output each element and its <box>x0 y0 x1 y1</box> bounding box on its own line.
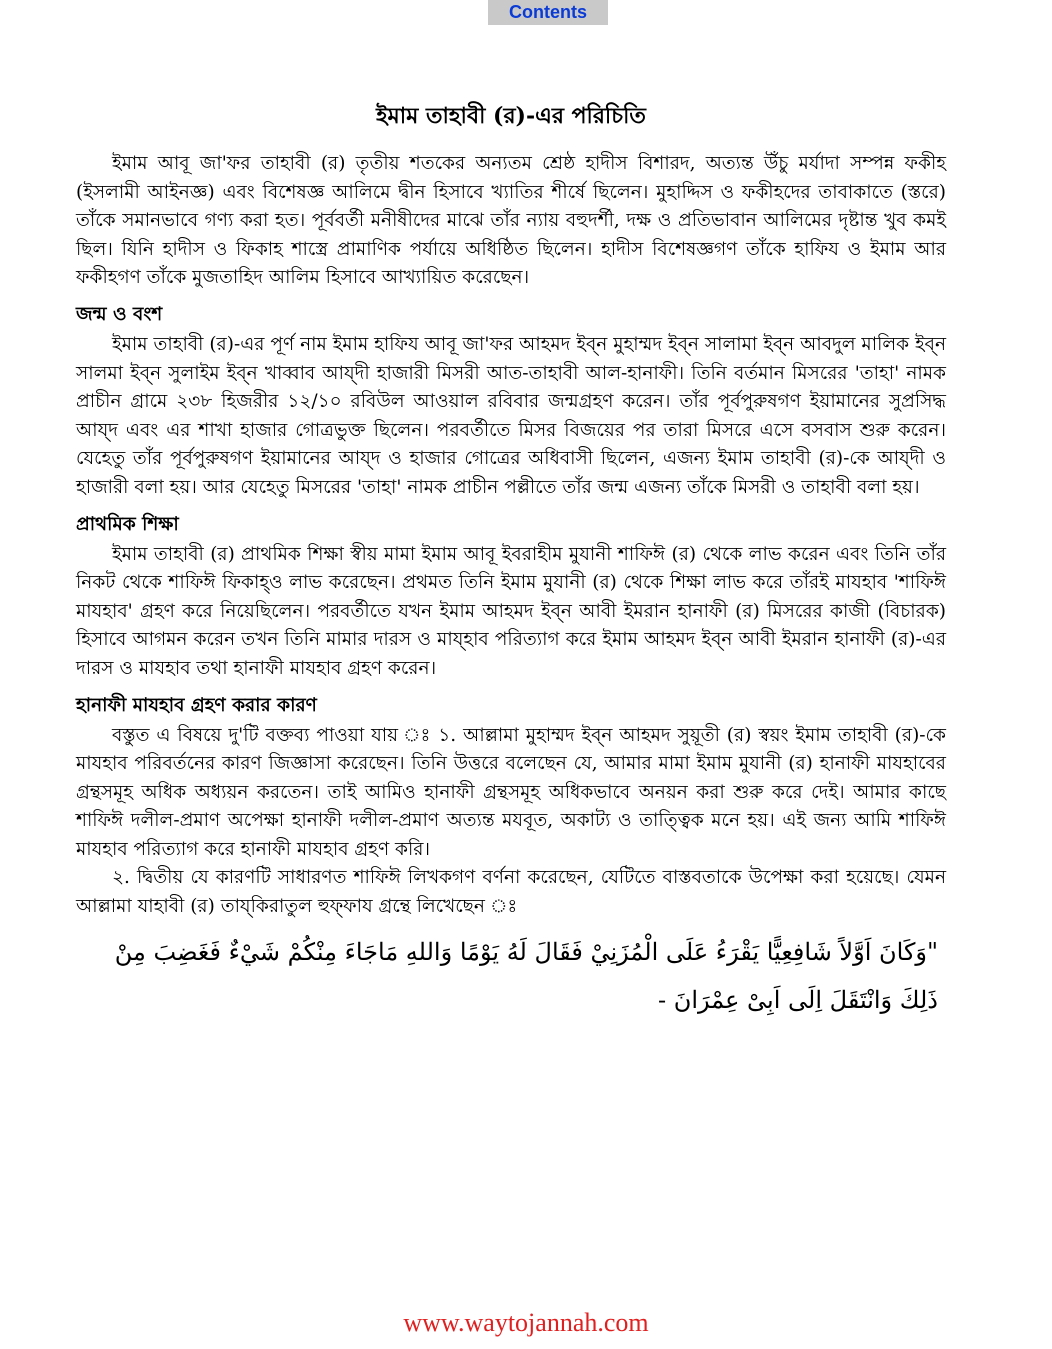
intro-paragraph: ইমাম আবূ জা'ফর তাহাবী (র) তৃতীয় শতকের অন্যতম শ্রেষ্ঠ হাদীস বিশারদ, অত্যন্ত উঁচু মর্যাদা সম্পন্ন ফকীহ (ইসলামী আইনজ্ঞ) এবং বিশেষজ্ঞ আলিমে দ্বীন হিসাবে খ্যাতির শীর্ষে ছিলেন। মুহাদ্দিস ও ফকীহদের তাবাকাতে (স্তরে) তাঁকে সমানভাবে গণ্য করা হত। পূর্ববর্তী মনীষীদের মাঝে তাঁর ন্যায় বহুদর্শী, দক্ষ ও প্রতিভাবান আলিমের দৃষ্টান্ত খুব কমই ছিল। যিনি হাদীস ও ফিকাহ শাস্ত্রে প্রামাণিক পর্যায়ে অধিষ্ঠিত ছিলেন। হাদীস বিশেষজ্ঞগণ তাঁকে হাফিয ও ইমাম আর ফকীহগণ তাঁকে মুজতাহিদ আলিম হিসাবে আখ্যায়িত করেছেন। <box>76 153 946 289</box>
arabic-quote: "وَكَانَ اَوَّلاً شَافِعِيًّا يَقْرَءُ عَلَى الْمُزَنِيْ فَقَالَ لَهُ يَوْمًا وَاللهِ مَاجَاءَ مِنْكُمْ شَيْءٌ فَغَضِبَ مِنْ ذَلِكَ وَانْتَقَلَ اِلَى اَبِىْ عِمْرَانَ - <box>114 937 938 1014</box>
section-madhhab-reason <box>76 692 946 922</box>
contents-button[interactable]: Contents <box>488 0 608 25</box>
section-heading-madhhab-reason: হানাফী মাযহাব গ্রহণ করার কারণ <box>76 694 317 716</box>
section-paragraph: বস্তুত এ বিষয়ে দু'টি বক্তব্য পাওয়া যায় ঃ ১. আল্লামা মুহাম্মদ ইব্ন আহমদ সুয়ূতী (র) স্বয়ং ইমাম তাহাবী (র)-কে মাযহাব পরিবর্তনের কারণ জিজ্ঞাসা করেছেন। তিনি উত্তরে বলেছেন যে, আমার মামা ইমাম মুযানী (র) হানাফী মাযহাবের গ্রন্থসমূহ অধিক অধ্যয়ন করতেন। তাই আমিও হানাফী গ্রন্থসমূহ অধিকভাবে অনয়ন করা শুরু করে দেই। আমার কাছে শাফিঈ দলীল-প্রমাণ অপেক্ষা হানাফী দলীল-প্রমাণ অত্যন্ত মযবূত, অকাট্য ও তাত্ত্বিক মনে হয়। এই জন্য আমি শাফিঈ মাযহাব পরিত্যাগ করে হানাফী মাযহাব গ্রহণ করি। <box>76 724 946 860</box>
website-link[interactable]: www.waytojannah.com <box>403 1308 649 1337</box>
section-paragraph: ২. দ্বিতীয় যে কারণটি সাধারণত শাফিঈ লিখকগণ বর্ণনা করেছেন, যেটিতে বাস্তবতাকে উপেক্ষা করা হয়েছে। যেমন আল্লামা যাহাবী (র) তায্‌কিরাতুল হুফ্‌ফায গ্রন্থে লিখেছেন ঃ <box>76 867 946 918</box>
page-body <box>76 96 946 1024</box>
section-heading-birth: জন্ম ও বংশ <box>76 303 163 325</box>
section-birth <box>76 301 946 503</box>
page-title: ইমাম তাহাবী (র)-এর পরিচিতি <box>376 103 646 129</box>
section-paragraph: ইমাম তাহাবী (র) প্রাথমিক শিক্ষা স্বীয় মামা ইমাম আবূ ইবরাহীম মুযানী শাফিঈ (র) থেকে লাভ করেন এবং তিনি তাঁর নিকট থেকে শাফিঈ ফিকাহ্ও লাভ করেছেন। প্রথমত তিনি ইমাম মুযানী (র) থেকে শিক্ষা লাভ করে তাঁরই মাযহাব 'শাফিঈ মাযহাব' গ্রহণ করে নিয়েছিলেন। পরবর্তীতে যখন ইমাম আহমদ ইব্ন আবী ইমরান হানাফী (র) মিসরের কাজী (বিচারক) হিসাবে আগমন করেন তখন তিনি মামার দারস ও মায্হাব পরিত্যাগ করে ইমাম আহমদ ইব্ন আবী ইমরান হানাফী (র)-এর দারস ও মাযহাব তথা হানাফী মাযহাব গ্রহণ করেন। <box>76 543 946 679</box>
section-paragraph: ইমাম তাহাবী (র)-এর পূর্ণ নাম ইমাম হাফিয আবূ জা'ফর আহমদ ইব্ন মুহাম্মদ ইব্ন সালামা ইব্ন আবদুল মালিক ইব্ন সালমা ইব্ন সুলাইম ইব্ন খাব্বাব আয্দী হাজারী মিসরী আত-তাহাবী আল-হানাফী। তিনি বর্তমান মিসরের 'তাহা' নামক প্রাচীন গ্রামে ২৩৮ হিজরীর ১২/১০ রবিউল আওয়াল রবিবার জন্মগ্রহণ করেন। তাঁর পূর্বপুরুষগণ ইয়ামানের সুপ্রসিদ্ধ আয্দ এবং এর শাখা হাজার গোত্রভুক্ত ছিলেন। পরবর্তীতে মিসর বিজয়ের পর তারা মিসরে এসে বসবাস শুরু করেন। যেহেতু তাঁর পূর্বপুরুষগণ ইয়ামানের আয্দ ও হাজার গোত্রের অধিবাসী ছিলেন, এজন্য ইমাম তাহাবী (র)-কে আয্দী ও হাজারী বলা হয়। আর যেহেতু মিসরের 'তাহা' নামক প্রাচীন পল্লীতে তাঁর জন্ম এজন্য তাঁকে মিসরী ও তাহাবী বলা হয়। <box>76 333 946 498</box>
section-heading-education: প্রাথমিক শিক্ষা <box>76 513 179 535</box>
section-education <box>76 511 946 684</box>
